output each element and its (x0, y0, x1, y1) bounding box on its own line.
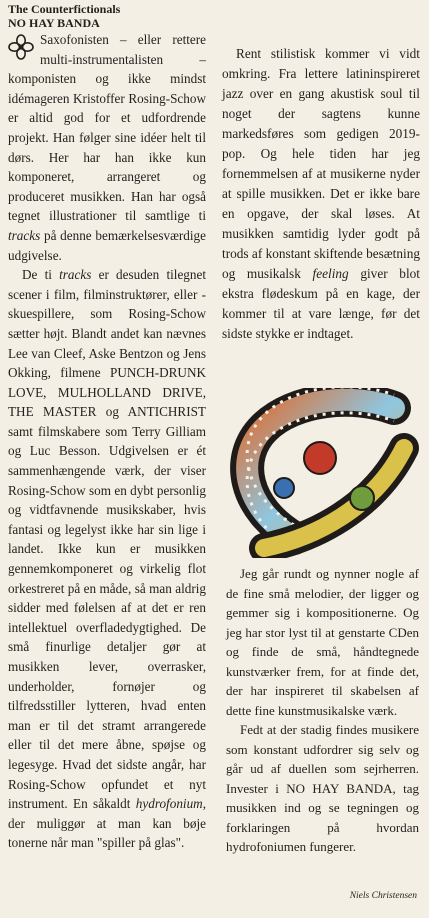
author-signature: Niels Christensen (349, 891, 417, 901)
album-title: NO HAY BANDA (8, 16, 100, 30)
band-name: The Counterfictionals (8, 2, 121, 16)
article-header (8, 2, 208, 30)
film-strip-illustration (224, 388, 422, 558)
left-column (8, 30, 206, 853)
flower-icon (8, 34, 34, 60)
paragraph-2: De ti tracks er desuden tilegnet scener i film, filminstruktører, eller -skuespillere, som Rosing-Schow sætter højt. Blandt andet kan nævnes Lee van Cleef, Aske Bentzon og Jens Okking, filmene PUNCH-DRUNK LOVE, MULHOLLAND DRIVE, THE MASTER og ANTICHRIST samt filmskabere som Terry Gilliam og Luc Besson. Udgivelsen er ét sammenhængende værk, der viser Rosing-Schow som en dybt personlig og vidtfavnende musikskaber, hvis fantasi og legelyst ikke har sin lige i landet. Ikke kun er musikken gennemkomponeret og virkelig flot orkestreret på en måde, så man aldrig sidder med følelsen af at det er ren intellektuel overfladedygtighed. De små finurlige detaljer gør at musikken lever, overrasker, underholder, fornøjer og tilfredsstiller lytteren, hvad enten man er til det stramt arrangerede eller til det mere åbne, spøjse og legesyge. Hvad det sidste angår, har Rosing-Schow opfundet et nyt instrument. En såkaldt hydrofonium, der muliggør at man kan bøje tonerne når man "spiller på glas". (8, 267, 207, 851)
paragraph-3: Rent stilistisk kommer vi vidt omkring. Fra lettere latininspireret jazz over en gang akustisk soul til noget der sagtens kunne markedsføres som gedigen 2019-pop. Og hele tiden har jeg fornemmelsen af at musikerne nyder at spille musikken. Det er ikke bare en opgave, der skal løses. At musikken samtidig lyder godt på trods af konstant skiftende besætning og musikalsk feeling giver blot ekstra flødeskum på en kage, der kommer til at vare længe, før det sidste stykke er indtaget. (222, 46, 420, 341)
right-column-top (222, 44, 420, 344)
right-column-bottom (226, 564, 419, 857)
paragraph-4: Jeg går rundt og nynner nogle af de fine små melodier, der ligger og gemmer sig i kompositionerne. Og jeg har stor lyst til at genstarte CDen og finde de små, håndtegnede kunstværker frem, for at finde det, der har inspireret til skabelsen af dette fine kunstmusikalske værk. (226, 566, 419, 718)
paragraph-5: Fedt at der stadig findes musikere som konstant udfordrer sig selv og går ud af duellen som sejrherren. Invester i NO HAY BANDA, tag musikken ind og se tegningen og forklaringen på hvordan hydrofoniumen fungerer. (226, 722, 419, 854)
paragraph-1: Saxofonisten – eller rettere multi-instrumentalisten – komponisten og ikke mindst idémageren Kristoffer Rosing-Schow er altid god for et udfordrende projekt. Han følger sine idéer helt til dørs. Her har han ikke kun komponeret, arrangeret og produceret musikken. Han har også tegnet illustrationer til samtlige ti tracks på denne bemærkelsesværdige udgivelse. (8, 32, 207, 263)
